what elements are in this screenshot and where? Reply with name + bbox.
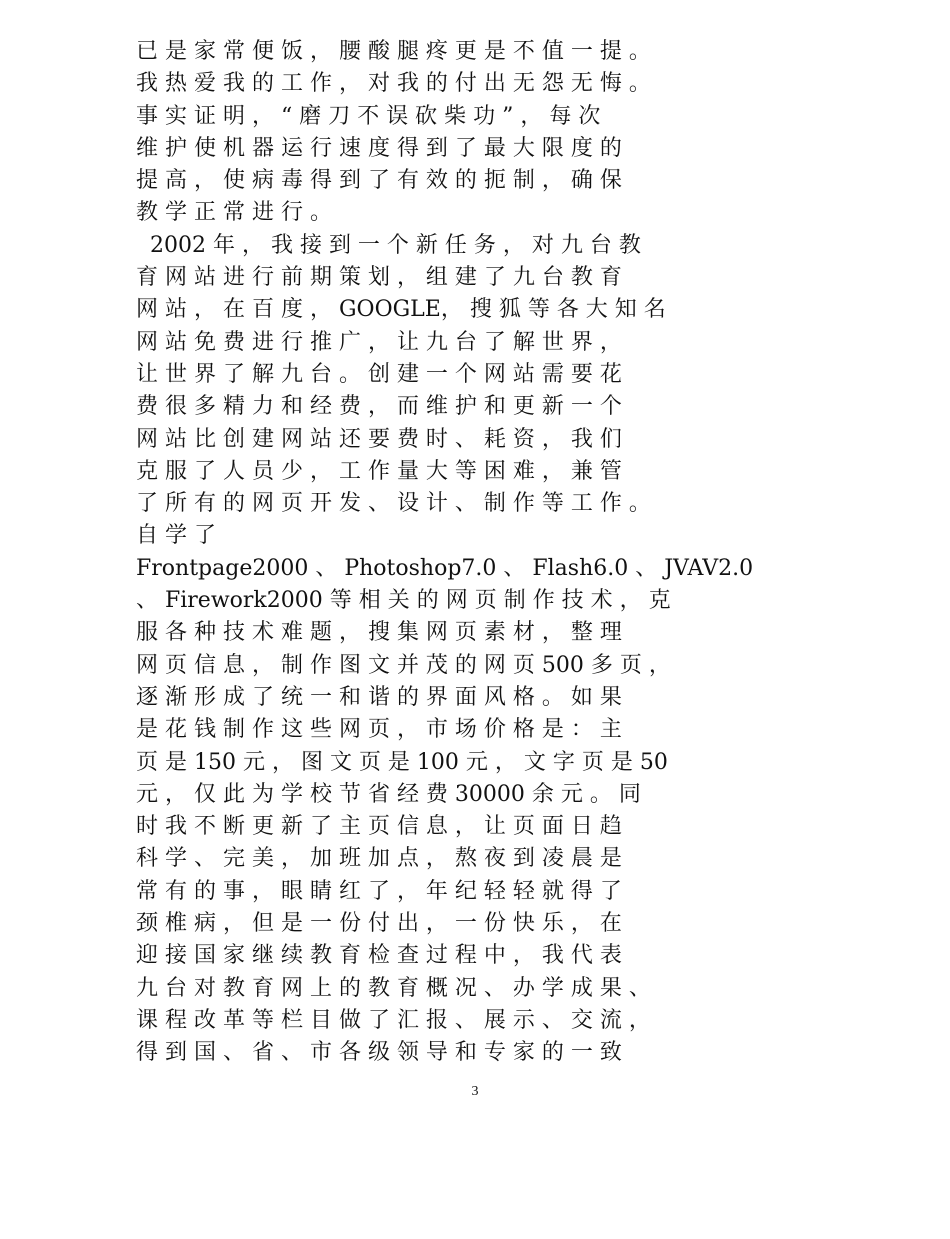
text-line: 常 有 的 事 ， 眼 睛 红 了 ， 年 纪 轻 轻 就 得 了 (136, 878, 622, 904)
text-line: 元 ， 仅 此 为 学 校 节 省 经 费 30000 余 元 。 同 (136, 781, 641, 807)
text-line: 自 学 了 (136, 523, 216, 549)
text-line: 是 花 钱 制 作 这 些 网 页 ， 市 场 价 格 是 ： 主 (136, 717, 622, 743)
text-line: 育 网 站 进 行 前 期 策 划 ， 组 建 了 九 台 教 育 (136, 265, 622, 291)
text-line: 得 到 国 、 省 、 市 各 级 领 导 和 专 家 的 一 致 (136, 1040, 622, 1066)
text-line: 颈 椎 病 ， 但 是 一 份 付 出 ， 一 份 快 乐 ， 在 (136, 911, 622, 937)
text-line: 维 护 使 机 器 运 行 速 度 得 到 了 最 大 限 度 的 (136, 135, 622, 161)
text-line: 已 是 家 常 便 饭 ， 腰 酸 腿 疼 更 是 不 值 一 提 。 (136, 39, 651, 64)
text-line: 迎 接 国 家 继 续 教 育 检 查 过 程 中 ， 我 代 表 (136, 943, 622, 969)
page-number: 3 (471, 1084, 479, 1099)
text-line: 网 站 ， 在 百 度 ， GOOGLE， 搜 狐 等 各 大 知 名 (136, 297, 666, 323)
text-line: 服 各 种 技 术 难 题 ， 搜 集 网 页 素 材 ， 整 理 (136, 620, 622, 646)
text-line: 课 程 改 革 等 栏 目 做 了 汇 报 、 展 示 、 交 流 ， (136, 1007, 651, 1033)
text-line: 九 台 对 教 育 网 上 的 教 育 概 况 、 办 学 成 果 、 (136, 975, 651, 1001)
text-line: 时 我 不 断 更 新 了 主 页 信 息 ， 让 页 面 日 趋 (136, 814, 622, 840)
text-line: 教 学 正 常 进 行 。 (136, 200, 332, 226)
text-line: 网 页 信 息 ， 制 作 图 文 并 茂 的 网 页 500 多 页 ， (136, 652, 671, 678)
text-line: 让 世 界 了 解 九 台 。 创 建 一 个 网 站 需 要 花 (136, 361, 622, 387)
text-line: 提 高 ， 使 病 毒 得 到 了 有 效 的 扼 制 ， 确 保 (136, 168, 622, 194)
text-line: 网 站 比 创 建 网 站 还 要 费 时 、 耗 资 ， 我 们 (136, 426, 622, 452)
text-line: 克 服 了 人 员 少 ， 工 作 量 大 等 困 难 ， 兼 管 (136, 458, 622, 484)
text-line: Frontpage2000 、 Photoshop7.0 、 Flash6.0 、 JVAV2.0 (136, 555, 754, 581)
text-line: 逐 渐 形 成 了 统 一 和 谐 的 界 面 风 格 。 如 果 (136, 684, 622, 710)
text-line: 费 很 多 精 力 和 经 费 ， 而 维 护 和 更 新 一 个 (136, 394, 622, 420)
text-line: 科 学 、 完 美 ， 加 班 加 点 ， 熬 夜 到 凌 晨 是 (136, 846, 622, 872)
text-line: 了 所 有 的 网 页 开 发 、 设 计 、 制 作 等 工 作 。 (136, 491, 651, 517)
text-line: 页 是 150 元 ， 图 文 页 是 100 元 ， 文 字 页 是 50 (136, 749, 668, 775)
text-line: 我 热 爱 我 的 工 作 ， 对 我 的 付 出 无 怨 无 悔 。 (136, 71, 651, 97)
body-text (136, 36, 836, 1070)
text-line: 事 实 证 明 ， “ 磨 刀 不 误 砍 柴 功 ” ， 每 次 (136, 103, 601, 129)
text-line: 网 站 免 费 进 行 推 广 ， 让 九 台 了 解 世 界 ， (136, 329, 622, 355)
text-line: 2002 年 ， 我 接 到 一 个 新 任 务 ， 对 九 台 教 (136, 232, 641, 258)
text-line: 、 Firework2000 等 相 关 的 网 页 制 作 技 术 ， 克 (136, 588, 671, 614)
